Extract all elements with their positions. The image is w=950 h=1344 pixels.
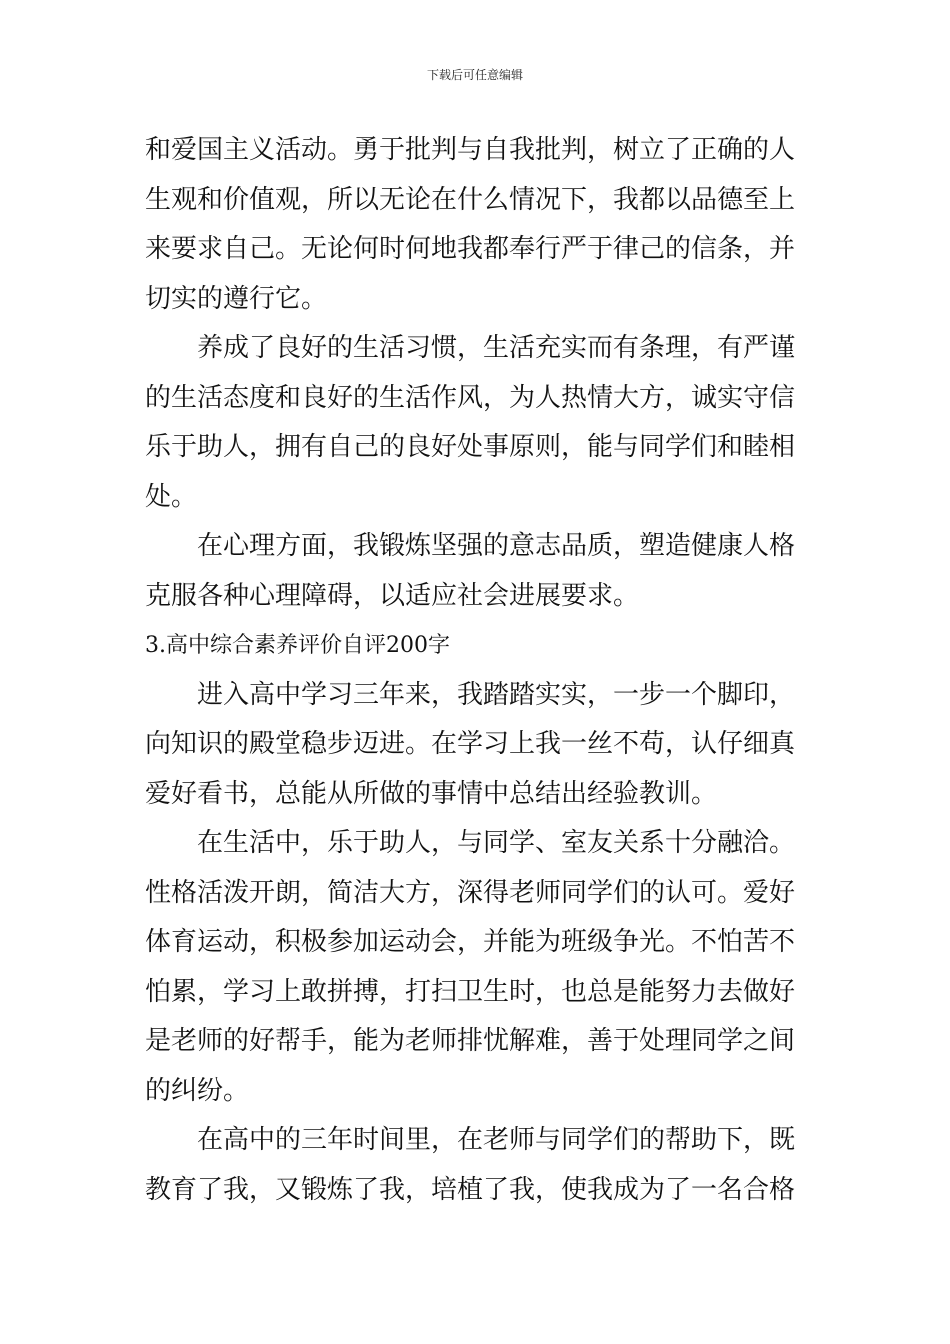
text-line: 进入高中学习三年来，我踏踏实实，一步一个脚印， <box>197 679 796 710</box>
text-line: 怕累，学习上敢拼搏，打扫卫生时，也总是能努力去做好 <box>145 976 796 1007</box>
text-line: 处。 <box>145 481 198 512</box>
text-line: 切实的遵行它。 <box>145 283 328 314</box>
text-line: 克服各种心理障碍，以适应社会进展要求。 <box>145 580 640 611</box>
document-body <box>145 126 810 1215</box>
text-line: 的纠纷。 <box>145 1075 250 1106</box>
text-line: 是老师的好帮手，能为老师排忧解难，善于处理同学之间 <box>145 1026 796 1056</box>
text-line: 性格活泼开朗，简洁大方，深得老师同学们的认可。爱好 <box>145 877 796 908</box>
section-heading: 3.高中综合素养评价自评200字 <box>145 633 450 658</box>
text-line: 体育运动，积极参加运动会，并能为班级争光。不怕苦不 <box>145 927 796 957</box>
text-line: 乐于助人，拥有自己的良好处事原则，能与同学们和睦相 <box>145 432 796 462</box>
page-header: 下载后可任意编辑 <box>426 68 523 82</box>
text-line: 教育了我，又锻炼了我，培植了我，使我成为了一名合格 <box>145 1174 796 1205</box>
text-line: 生观和价值观，所以无论在什么情况下，我都以品德至上 <box>145 184 796 215</box>
text-line: 来要求自己。无论何时何地我都奉行严于律己的信条，并 <box>145 234 796 264</box>
text-line: 在生活中，乐于助人，与同学、室友关系十分融洽。 <box>197 828 796 858</box>
text-line: 在高中的三年时间里，在老师与同学们的帮助下，既 <box>197 1125 796 1155</box>
text-line: 和爱国主义活动。勇于批判与自我批判，树立了正确的人 <box>145 135 796 165</box>
text-line: 养成了良好的生活习惯，生活充实而有条理，有严谨 <box>197 333 796 363</box>
text-line: 在心理方面，我锻炼坚强的意志品质，塑造健康人格 <box>197 531 796 561</box>
text-line: 向知识的殿堂稳步迈进。在学习上我一丝不苟，认仔细真 <box>145 729 796 759</box>
text-line: 的生活态度和良好的生活作风，为人热情大方，诚实守信 <box>145 382 796 413</box>
text-line: 爱好看书，总能从所做的事情中总结出经验教训。 <box>145 778 718 809</box>
